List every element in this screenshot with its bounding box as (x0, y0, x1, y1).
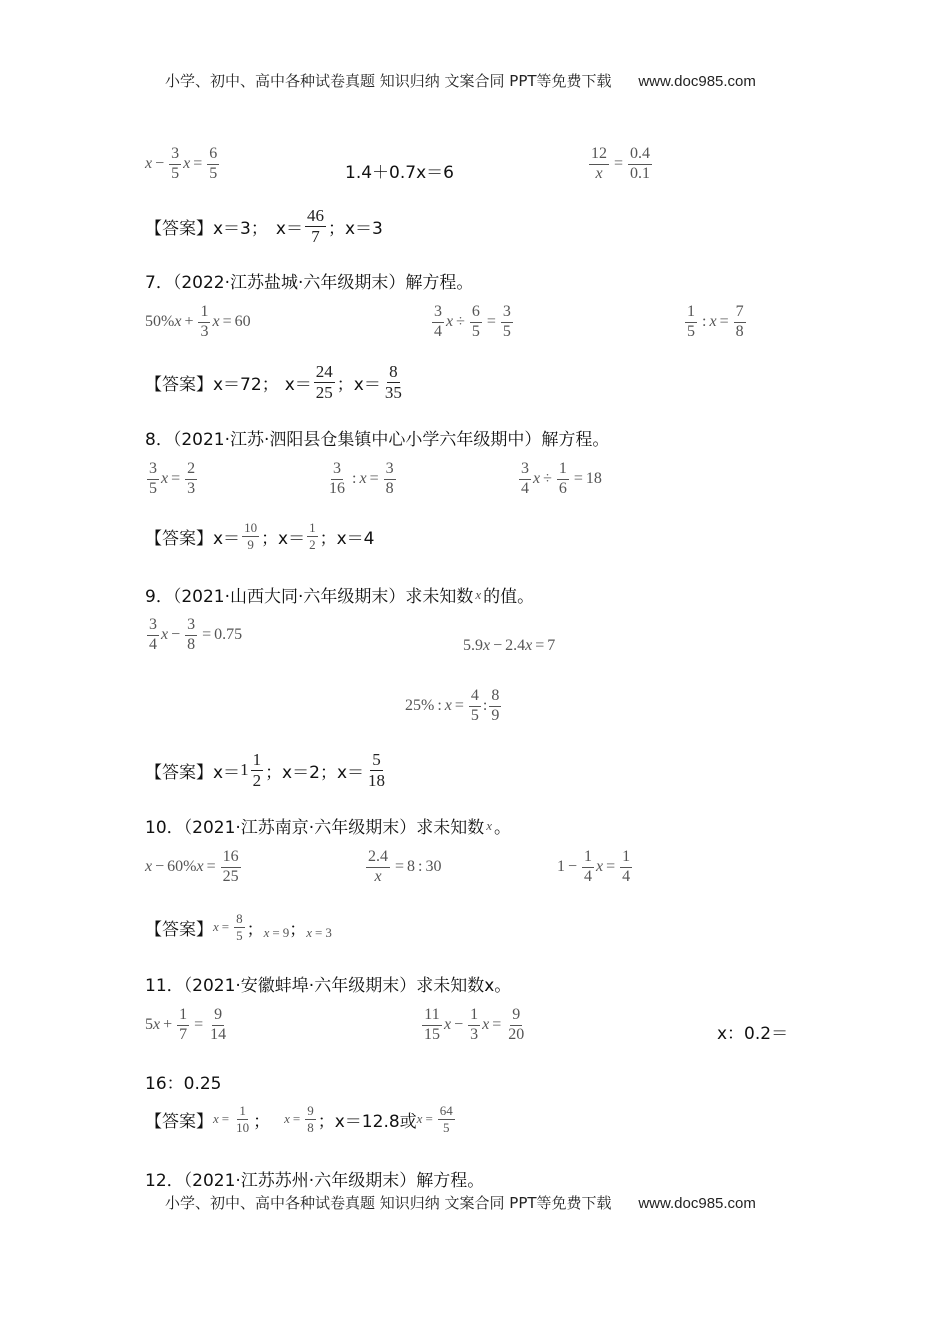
question-9-title: 9．（2021·山西大同·六年级期末）求未知数 x 的值。 (145, 586, 535, 607)
q7-equation-2: $\frac{3}{4}$ x ÷ $\frac{6}{5}$ = $\frac{3}{5}$ (434, 303, 511, 340)
q11-equation-3-part-2: 16：0.25 (145, 1074, 222, 1094)
answer-label: 【答案】 (145, 762, 213, 783)
q10-equation-2: $\frac{2.4}{x}$ = 8 : 30 (368, 848, 442, 885)
answer-label: 【答案】 (145, 374, 213, 395)
answer-10: 【答案】 x = $\frac{8}{5}$ ； x = 9 ； x = 3 (145, 911, 332, 943)
q11-equation-1: 5 x + $\frac{1}{7}$ = $\frac{9}{14}$ (145, 1006, 227, 1043)
answer-8: 【答案】 x＝ $\frac{10}{9}$ ；x＝ $\frac{1}{2}$ ；x＝4 (145, 520, 375, 552)
q8-equation-2: $\frac{3}{16}$ : x = $\frac{3}{8}$ (329, 460, 394, 497)
q8-equation-1: $\frac{3}{5}$ x = $\frac{2}{3}$ (149, 460, 196, 497)
answer-label: 【答案】 (145, 1111, 213, 1132)
header-url: www.doc985.com (638, 73, 756, 90)
q11-equation-3-part-1: x：0.2＝ (717, 1024, 789, 1044)
question-8-title: 8．（2021·江苏·泗阳县仓集镇中心小学六年级期中）解方程。 (145, 430, 610, 450)
answer-7: 【答案】 x＝72； x＝ $\frac{24}{25}$ ；x＝ $\frac{8}{35}$ (145, 362, 402, 402)
question-10-title: 10．（2021·江苏南京·六年级期末）求未知数 x 。 (145, 817, 511, 838)
question-7-title: 7．（2022·江苏盐城·六年级期末）解方程。 (145, 273, 474, 293)
p6-equation-2: 1.4＋0.7x＝6 (345, 163, 454, 183)
answer-11: 【答案】 x = $\frac{1}{10}$ ； x = $\frac{9}{8}$ ； x＝12.8或 x = $\frac{64}{5}$ (145, 1103, 453, 1135)
q8-equation-3: $\frac{3}{4}$ x ÷ $\frac{1}{6}$ = 18 (521, 460, 602, 497)
answer-9: 【答案】 x＝ 1 $\frac{1}{2}$ ；x＝2；x＝ $\frac{5}{18}$ (145, 750, 385, 790)
q7-equation-3: $\frac{1}{5}$ : x = $\frac{7}{8}$ (687, 303, 744, 340)
answer-label: 【答案】 (145, 919, 213, 940)
q10-equation-3: 1 − $\frac{1}{4}$ x = $\frac{1}{4}$ (557, 848, 631, 885)
q10-equation-1: x − 60 % x = $\frac{16}{25}$ (145, 848, 239, 885)
answer-6: 【答案】 x＝3； x＝ $\frac{46}{7}$ ；x＝3 (145, 206, 383, 246)
p6-equation-3: $\frac{12}{x}$ = $\frac{0.4}{0.1}$ (591, 145, 651, 182)
answer-label: 【答案】 (145, 218, 213, 239)
question-12-title: 12．（2021·江苏苏州·六年级期末）解方程。 (145, 1171, 485, 1191)
page-footer (165, 1192, 756, 1213)
q9-equation-2: 5.9 x − 2.4 x = 7 (463, 637, 556, 654)
q7-equation-1: 50 % x + $\frac{1}{3}$ x = 60 (145, 303, 251, 340)
question-11-title: 11．（2021·安徽蚌埠·六年级期末）求未知数x。 (145, 976, 512, 996)
q9-equation-1: $\frac{3}{4}$ x − $\frac{3}{8}$ = 0.75 (149, 616, 243, 653)
footer-text: 小学、初中、高中各种试卷真题 知识归纳 文案合同 PPT等免费下载 (165, 1194, 612, 1212)
page-header (165, 70, 756, 91)
p6-equation-1: x − $\frac{3}{5}$ x = $\frac{6}{5}$ (145, 145, 218, 182)
header-text: 小学、初中、高中各种试卷真题 知识归纳 文案合同 PPT等免费下载 (165, 72, 612, 90)
footer-url: www.doc985.com (638, 1195, 756, 1212)
q9-equation-3: 25 % : x = $\frac{4}{5}$ : $\frac{8}{9}$ (405, 687, 500, 724)
answer-label: 【答案】 (145, 528, 213, 549)
q11-equation-2: $\frac{11}{15}$ x − $\frac{1}{3}$ x = $\frac{9}{20}$ (424, 1006, 525, 1043)
